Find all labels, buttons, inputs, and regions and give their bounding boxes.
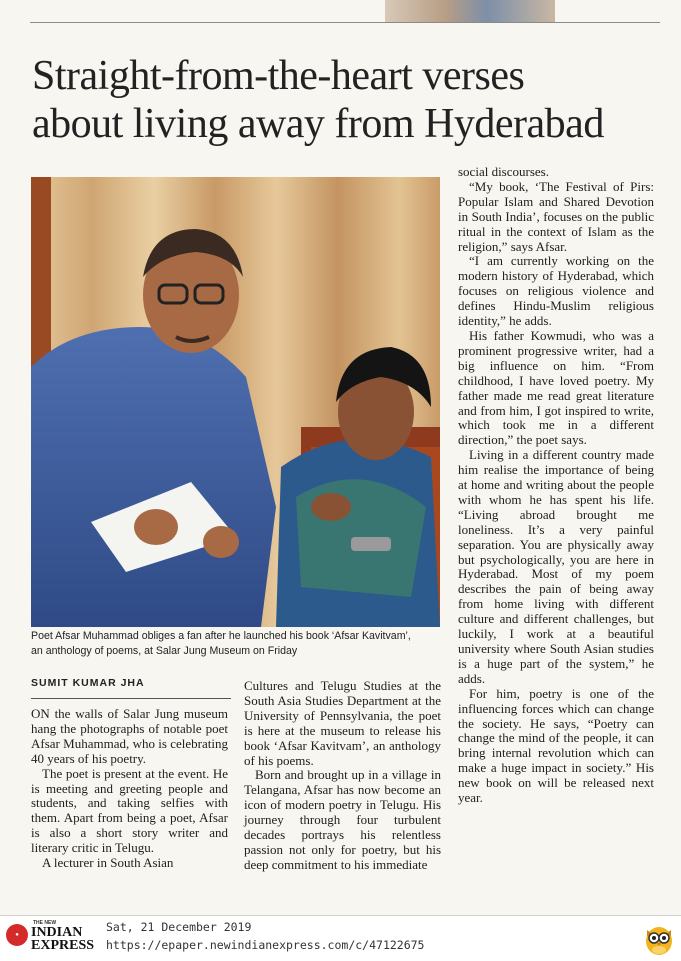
edition-date: Sat, 21 December 2019 xyxy=(106,920,252,934)
brand-line: EXPRESS xyxy=(31,938,95,953)
epaper-footer xyxy=(0,915,681,961)
article-column-3 xyxy=(458,165,654,806)
paragraph: Cultures and Telugu Studies at the South Asia Studies Department at the University of Pennsylvania, the poet is here at the museum to release his book ‘Afsar Kavitvam’, an anthology of his poems. xyxy=(244,678,441,768)
brand-small-text: THE NEW xyxy=(33,920,57,926)
paragraph: His father Kowmudi, who was a prominent progressive writer, had a big influence on him. “From childhood, I have loved poetry. My father made me read great literature and from him, I got inspired to write, which took me in a different direction,” the poet says. xyxy=(458,327,654,448)
top-strip xyxy=(30,0,660,23)
photo-illustration xyxy=(31,177,440,627)
paragraph: For him, poetry is one of the influencing forces which can change the society. He says, “Poetry can change the mind of the people, it can bring internal revolution which can make a huge impact in society.” His new book on will be released next year. xyxy=(458,685,654,806)
brand-logo-icon: ● xyxy=(6,924,28,946)
paragraph: social discourses. xyxy=(458,164,549,179)
headline-line: Straight-from-the-heart verses xyxy=(32,53,525,99)
headline-line: about living away from Hyderabad xyxy=(32,101,604,147)
article-column-2 xyxy=(244,679,441,873)
article-photo xyxy=(31,177,440,627)
epaper-link[interactable]: https://epaper.newindianexpress.com/c/47122675 xyxy=(106,938,425,952)
byline-divider xyxy=(31,698,231,699)
brand-line: INDIAN xyxy=(31,925,83,940)
photo-caption xyxy=(31,629,441,659)
paragraph: “My book, ‘The Festival of Pirs: Popular Islam and Shared Devotion in South India’, focuses on the public ritual in the context of Islam as the religion,” says Afsar. xyxy=(458,178,654,254)
paragraph: The poet is present at the event. He is meeting and greeting people and students, and taking selfies with them. Apart from being a poet, Afsar is also a short story writer and literary critic in Telugu. xyxy=(31,765,228,856)
headline xyxy=(32,52,662,148)
paragraph: A lecturer in South Asian xyxy=(42,855,174,871)
article-column-1 xyxy=(31,707,228,871)
paragraph: Living in a different country made him realise the importance of being at home and writing about the people with whom he has spent his life. “Living abroad brought me loneliness. It’s a very painful separation. You are physically away but psychologically, you are here in Hyderabad. Most of my poem describes the pain of being away from home living with different culture and different challenges, but luckily, I work at a beautiful university where South Asian studies is a huge part of the system,” he adds. xyxy=(458,447,654,686)
paragraph: Born and brought up in a village in Telangana, Afsar has now become an icon of modern poetry in Telugu. His journey through four turbulent decades portrays his relentless passion not only for poetry, but his deep commitment to his immediate xyxy=(244,767,441,872)
owl-mascot-icon xyxy=(644,922,674,956)
paragraph: “I am currently working on the modern history of Hyderabad, which focuses on religious violence and defines Hindu-Muslim religious identity,” he adds. xyxy=(458,253,654,329)
byline: SUMIT KUMAR JHA xyxy=(31,677,145,689)
paragraph: ON the walls of Salar Jung museum hang the photographs of notable poet Afsar Muhammad, who is celebrating 40 years of his poetry. xyxy=(31,706,228,766)
top-photo-crop xyxy=(385,0,555,22)
caption-line: Poet Afsar Muhammad obliges a fan after he launched his book ‘Afsar Kavitvam’, xyxy=(31,630,411,642)
caption-line: an anthology of poems, at Salar Jung Museum on Friday xyxy=(31,645,298,657)
brand-name xyxy=(31,926,101,952)
